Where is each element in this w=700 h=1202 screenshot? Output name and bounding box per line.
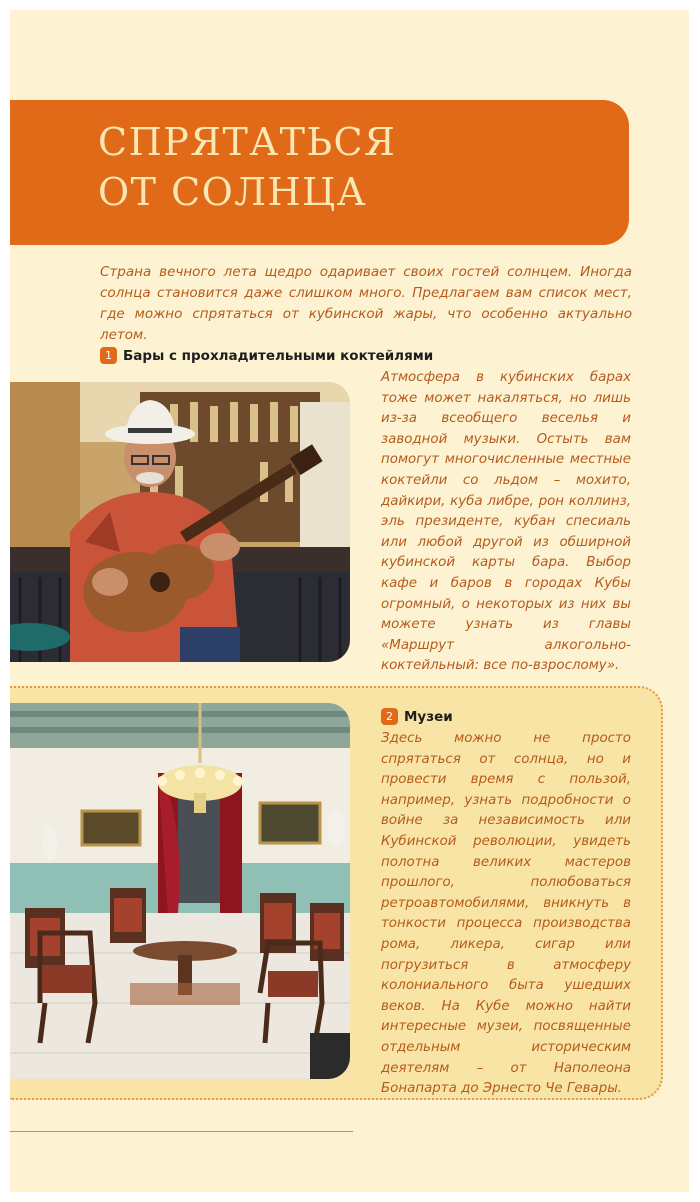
intro-paragraph: Страна вечного лета щедро одаривает своих гостей солнцем. Иногда солнца становится даже слишком много. Предлагаем вам список мест, где можно спрятаться от кубинской жары, что особенно актуально летом.: [100, 264, 632, 343]
section2-heading: [381, 708, 453, 725]
museum-hall-photo: [10, 703, 350, 1079]
section2-number-badge: 2: [381, 708, 398, 725]
bar-guitarist-photo: [10, 382, 350, 662]
section1-text: Атмосфера в кубинских барах тоже может накаляться, но лишь из-за всеобщего веселья и заводной музыки. Остыть вам помогут многочисленные местные коктейли со льдом – мохито, дайкири, куба либре, рон коллинз, эль президенте, кубан спесиаль или любой другой из обширной кубинской карты бара. Выбор кафе и баров в городах Кубы огромный, о некоторых из них вы можете узнать из главы «Маршрут алкогольно-коктейльный: все по-взрослому».: [381, 370, 631, 674]
section1-heading: [100, 347, 433, 364]
footer-divider: [10, 1131, 353, 1132]
section1-number-badge: 1: [100, 347, 117, 364]
section2-heading-label: Музеи: [404, 708, 453, 725]
page-title-line1: СПРЯТАТЬСЯ: [98, 120, 397, 164]
section2-text: Здесь можно не просто спрятаться от солнца, но и провести время с пользой, например, узнать подробности о войне за независимость или Кубинской революции, увидеть полотна великих мастеров прошлого, полюбоваться ретроавтомобилями, вникнуть в тонкости процесса производства рома, ликера, сигар или погрузиться в атмосферу колониального быта ушедших веков. На Кубе можно найти интересные музеи, посвященные отдельным историческим деятелям – от Наполеона Бонапарта до Эрнесто Че Гевары.: [381, 731, 631, 1097]
section1-heading-label: Бары с прохладительными коктейлями: [123, 347, 434, 364]
page-title-line2: ОТ СОЛНЦА: [98, 170, 368, 214]
